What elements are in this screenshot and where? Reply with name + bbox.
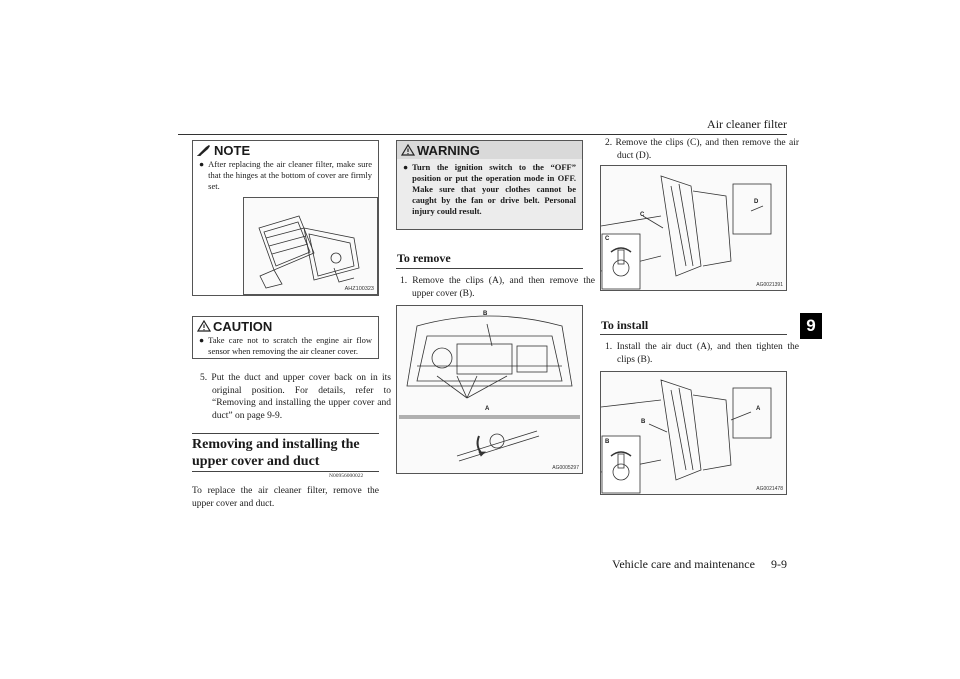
remove-step-2-text: 2. Remove the clips (C), and then remove the air duct (D). [605,138,799,161]
note-box [192,140,379,296]
engine-bay-upper-cover-illustration [397,306,582,473]
remove-step-1-text: 1. Remove the clips (A), and then remove the upper cover (B). [400,276,595,299]
footer-section-title: Vehicle care and maintenance [612,557,755,571]
note-icon [197,144,211,156]
bullet-icon: ● [403,162,409,172]
footer-page-number: 9-9 [771,557,787,571]
bullet-icon: ● [199,159,205,169]
figure-label-b: B [641,419,646,425]
step-5-text: 5. Put the duct and upper cover back on in its original position. For details, refer to “Removing and installing the upper cover and duct” on page 9-9. [200,373,391,421]
caution-triangle-icon [197,320,211,332]
figure-label-c: C [640,212,645,218]
page-header-title: Air cleaner filter [707,117,787,131]
figure-label-a: A [485,406,490,412]
to-remove-rule [396,268,583,269]
caution-box [192,316,379,359]
to-install-heading: To install [601,318,649,332]
note-figure [243,197,378,295]
warning-label: WARNING [417,142,480,158]
to-install-rule [600,334,787,335]
heading-rule-bottom [192,471,379,472]
chapter-tab: 9 [800,313,822,339]
figure-label-d: D [754,199,759,205]
figure-label-b: B [483,311,488,317]
warning-text: Turn the ignition switch to the “OFF” position or put the operation mode in OFF. Make sure that your clothes cannot be caught by the fan or drive belt. Personal injury could result. [412,162,576,216]
install-duct-figure-code: AG0021478 [756,486,783,492]
note-label: NOTE [214,142,251,158]
heading-rule-top [192,433,379,434]
inset-label-b: B [605,439,610,445]
air-duct-removal-illustration [601,166,786,290]
header-rule [178,134,787,135]
install-duct-figure [600,371,787,495]
section-heading: Removing and installing the upper cover and duct [192,437,360,469]
note-figure-code: AHZ100323 [344,286,374,292]
caution-label: CAUTION [213,318,273,334]
air-duct-install-illustration [601,372,786,494]
section-intro-text: To replace the air cleaner filter, remove the upper cover and duct. [192,486,379,509]
warning-triangle-icon [401,144,415,156]
air-cleaner-housing-illustration [244,198,377,294]
warning-header [397,141,582,159]
figure-label-a: A [756,406,761,412]
bullet-icon: ● [199,335,205,345]
remove-duct-figure [600,165,787,291]
remove-figure [396,305,583,474]
caution-header [193,317,378,335]
note-text: After replacing the air cleaner filter, make sure that the hinges at the bottom of cover are firmly set. [208,159,372,191]
to-remove-heading: To remove [397,251,451,265]
remove-duct-figure-code: AG0021391 [756,282,783,288]
warning-box [396,140,583,230]
remove-figure-code: AG0005297 [552,465,579,471]
note-header [193,141,378,159]
section-code: N00956000022 [329,473,364,479]
inset-label-c: C [605,236,610,242]
caution-text: Take care not to scratch the engine air flow sensor when removing the air cleaner cover. [208,335,372,356]
install-step-1-text: 1. Install the air duct (A), and then tighten the clips (B). [605,342,799,365]
